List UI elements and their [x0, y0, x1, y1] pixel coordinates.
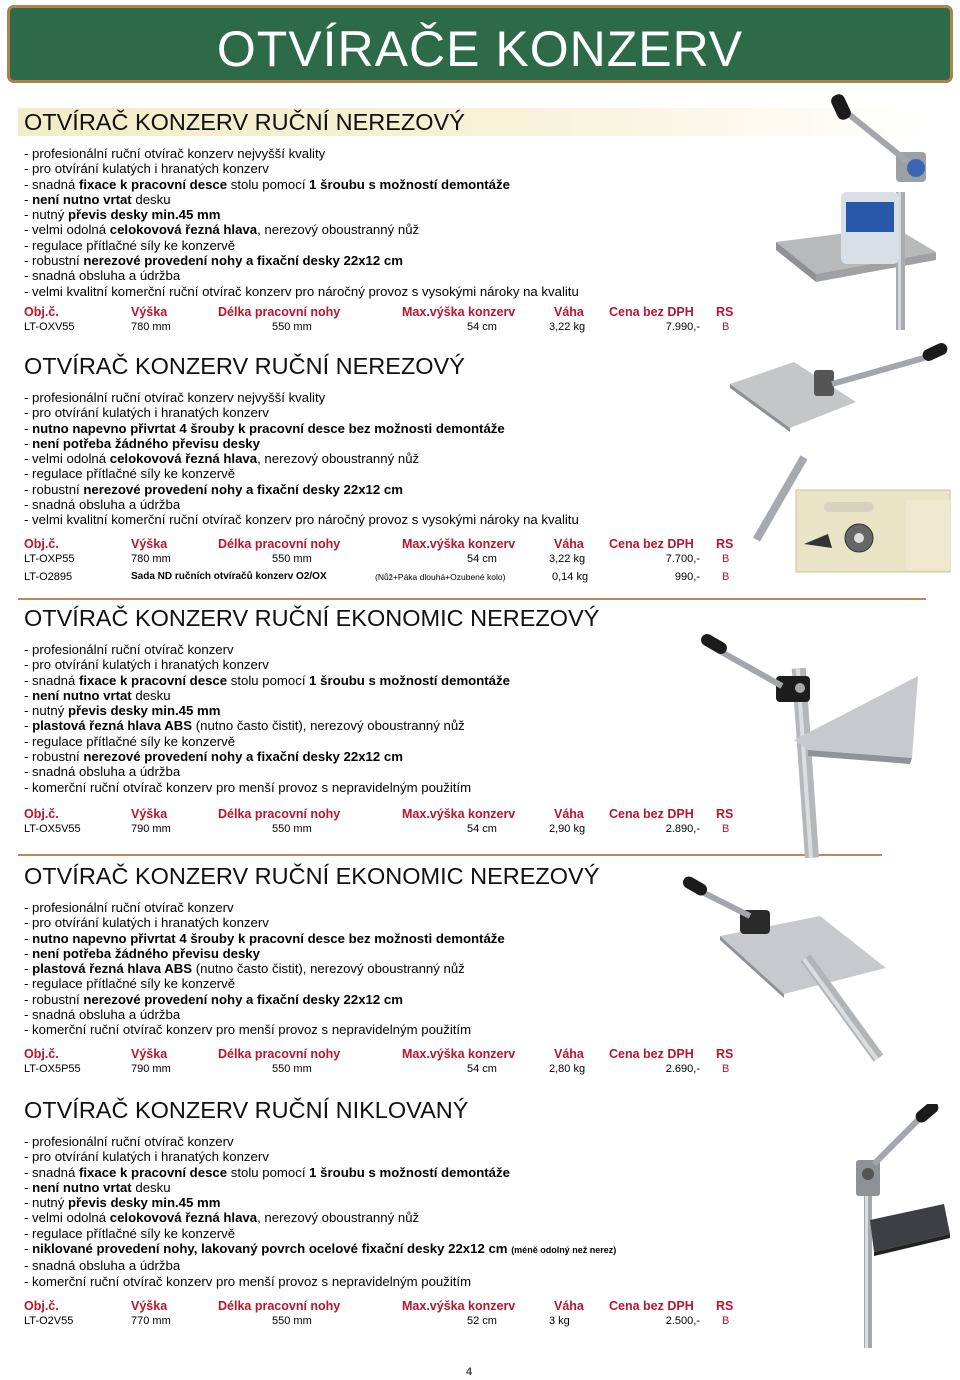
feature-text: -	[24, 945, 33, 961]
height-value: 790 mm	[131, 1063, 171, 1075]
height-value: 780 mm	[131, 553, 171, 565]
price-value: 7.700,-	[665, 553, 700, 565]
feature-text: -	[24, 435, 33, 451]
feature-item	[24, 718, 510, 733]
table-row	[24, 553, 764, 569]
table-header	[24, 1047, 764, 1063]
height-header: Výška	[131, 305, 168, 319]
feature-list	[24, 900, 505, 1038]
feature-highlight: celokovová řezná hlava	[109, 451, 258, 467]
feature-text: -	[24, 718, 33, 734]
feature-list	[24, 146, 579, 299]
rs-value: B	[722, 1063, 730, 1075]
max-can-height-value: 54 cm	[467, 553, 497, 565]
feature-text: -	[24, 420, 33, 436]
feature-highlight: převis desky min.45 mm	[67, 1195, 221, 1211]
page-number: 4	[466, 1366, 473, 1378]
product-code: LT-OXP55	[24, 553, 75, 565]
table-row	[24, 1063, 764, 1079]
rs-header: RS	[716, 1047, 734, 1061]
feature-highlight: není potřeba žádného převisu desky	[32, 945, 260, 961]
feature-item: - profesionální ruční otvírač konzerv nejvyšší kvality	[24, 390, 326, 405]
feature-highlight: 1 šroubu s možností demontáže	[309, 1164, 510, 1180]
max-can-height-header: Max.výška konzerv	[402, 807, 516, 821]
rs-header: RS	[716, 305, 734, 319]
feature-text: desku	[131, 191, 171, 207]
obj-header: Obj.č.	[24, 807, 59, 821]
feature-item	[24, 436, 579, 451]
height-header: Výška	[131, 537, 168, 551]
accessory-name: Sada ND ručních otvíračů konzerv O2/OX	[131, 571, 327, 582]
feature-text: - snadná	[24, 672, 79, 688]
feature-text: , nerezový oboustranný nůž	[257, 222, 420, 238]
accessory-price: 990,-	[674, 571, 700, 583]
max-can-height-value: 52 cm	[467, 1315, 497, 1327]
feature-highlight: niklované provedení nohy, lakovaný povrch ocelové fixační desky 22x12 cm	[32, 1241, 508, 1257]
product-code: LT-OX5P55	[24, 1063, 81, 1075]
feature-text: - robustní	[24, 253, 84, 269]
height-value: 780 mm	[131, 321, 171, 333]
height-header: Výška	[131, 1299, 168, 1313]
feature-text: - velmi odolná	[24, 1210, 110, 1226]
feature-item: - regulace přítlačné síly ke konzervě	[24, 733, 236, 749]
rs-value: B	[722, 1315, 730, 1327]
accessory-rs: B	[722, 571, 730, 583]
accessory-weight: 0,14 kg	[552, 571, 589, 583]
leg-length-value: 550 mm	[272, 321, 312, 333]
feature-text: - nutný	[24, 703, 68, 719]
max-can-height-header: Max.výška konzerv	[402, 537, 516, 551]
leg-length-header: Délka pracovní nohy	[218, 537, 341, 551]
feature-item	[24, 931, 505, 946]
price-header: Cena bez DPH	[609, 1047, 694, 1061]
product-image-5	[834, 1104, 954, 1350]
feature-item: - pro otvírání kulatých i hranatých konzerv	[24, 161, 269, 177]
obj-header: Obj.č.	[24, 1299, 59, 1313]
feature-item: - pro otvírání kulatých i hranatých konzerv	[24, 1149, 269, 1165]
price-value: 2.500,-	[665, 1315, 700, 1327]
feature-text: -	[24, 1179, 33, 1195]
leg-length-header: Délka pracovní nohy	[218, 1047, 341, 1061]
weight-value: 3,22 kg	[549, 321, 586, 333]
feature-item: - snadná obsluha a údržba	[24, 1258, 181, 1274]
table-row	[24, 321, 764, 337]
feature-item	[24, 673, 510, 688]
feature-list	[24, 390, 579, 528]
feature-text: stolu pomocí	[227, 176, 310, 192]
feature-highlight: plastová řezná hlava ABS	[32, 718, 193, 734]
feature-highlight: nutno napevno přivrtat 4 šrouby k pracovní desce bez možnosti demontáže	[32, 420, 505, 436]
feature-highlight: převis desky min.45 mm	[67, 207, 221, 223]
product-image-3	[696, 628, 926, 858]
height-header: Výška	[131, 1047, 168, 1061]
rs-value: B	[722, 553, 730, 565]
feature-item	[24, 1210, 616, 1225]
feature-text: -	[24, 191, 33, 207]
product-code: LT-OXV55	[24, 321, 75, 333]
feature-item	[24, 207, 579, 222]
feature-highlight: 1 šroubu s možností demontáže	[309, 672, 510, 688]
height-value: 770 mm	[131, 1315, 171, 1327]
feature-item	[24, 961, 505, 976]
price-header: Cena bez DPH	[609, 807, 694, 821]
rs-value: B	[722, 321, 730, 333]
leg-length-value: 550 mm	[272, 553, 312, 565]
feature-item: - komerční ruční otvírač konzerv pro menší provoz s nepravidelným použitím	[24, 779, 472, 795]
feature-highlight: převis desky min.45 mm	[67, 703, 221, 719]
feature-item: - regulace přítlačné síly ke konzervě	[24, 237, 236, 253]
feature-text: -	[24, 930, 33, 946]
product-section-5	[18, 1096, 938, 1336]
feature-item	[24, 749, 510, 764]
feature-highlight: plastová řezná hlava ABS	[32, 961, 193, 977]
price-header: Cena bez DPH	[609, 305, 694, 319]
max-can-height-header: Max.výška konzerv	[402, 1047, 516, 1061]
feature-highlight: není nutno vrtat	[32, 1179, 132, 1195]
feature-item	[24, 192, 579, 207]
feature-item: - regulace přítlačné síly ke konzervě	[24, 1225, 236, 1241]
leg-length-header: Délka pracovní nohy	[218, 305, 341, 319]
section-divider	[18, 598, 926, 600]
feature-highlight: nerezové provedení nohy a fixační desky 22x12 cm	[83, 991, 403, 1007]
obj-header: Obj.č.	[24, 1047, 59, 1061]
feature-item	[24, 1180, 616, 1195]
product-image-2	[724, 342, 954, 582]
feature-item: - velmi kvalitní komerční ruční otvírač konzerv pro náročný provoz s vysokými nároky na kvalitu	[24, 512, 579, 528]
feature-item	[24, 482, 579, 497]
product-code: LT-O2V55	[24, 1315, 74, 1327]
price-header: Cena bez DPH	[609, 537, 694, 551]
feature-text: - snadná	[24, 1164, 79, 1180]
feature-list	[24, 642, 510, 795]
max-can-height-value: 54 cm	[467, 823, 497, 835]
feature-text: , nerezový oboustranný nůž	[257, 451, 420, 467]
rs-header: RS	[716, 807, 734, 821]
table-row	[24, 823, 764, 839]
feature-text: stolu pomocí	[227, 1164, 310, 1180]
leg-length-value: 550 mm	[272, 1315, 312, 1327]
feature-item	[24, 1241, 616, 1258]
page-title: OTVÍRAČE KONZERV	[216, 21, 744, 77]
table-header	[24, 305, 764, 321]
feature-item	[24, 946, 505, 961]
max-can-height-header: Max.výška konzerv	[402, 1299, 516, 1313]
feature-item	[24, 451, 579, 466]
feature-text: , nerezový oboustranný nůž	[257, 1210, 420, 1226]
feature-text: stolu pomocí	[227, 672, 310, 688]
rs-value: B	[722, 823, 730, 835]
price-value: 2.890,-	[665, 823, 700, 835]
feature-text: desku	[131, 1179, 171, 1195]
feature-item: - snadná obsluha a údržba	[24, 497, 181, 513]
weight-value: 2,80 kg	[549, 1063, 586, 1075]
weight-value: 3,22 kg	[549, 553, 586, 565]
product-image-1	[776, 92, 954, 332]
feature-item: - pro otvírání kulatých i hranatých konzerv	[24, 405, 269, 421]
feature-item	[24, 253, 579, 268]
table-header	[24, 537, 764, 553]
weight-header: Váha	[554, 1299, 584, 1313]
feature-item: - komerční ruční otvírač konzerv pro menší provoz s nepravidelným použitím	[24, 1273, 472, 1289]
feature-highlight: nerezové provedení nohy a fixační desky 22x12 cm	[83, 481, 403, 497]
max-can-height-header: Max.výška konzerv	[402, 305, 516, 319]
rs-header: RS	[716, 1299, 734, 1313]
feature-text: - robustní	[24, 991, 84, 1007]
feature-highlight: (méně odolný než nerez)	[511, 1245, 617, 1256]
weight-header: Váha	[554, 1047, 584, 1061]
feature-item: - profesionální ruční otvírač konzerv	[24, 1134, 234, 1149]
feature-item: - snadná obsluha a údržba	[24, 764, 181, 780]
feature-text: - robustní	[24, 481, 84, 497]
feature-item: - profesionální ruční otvírač konzerv	[24, 900, 234, 915]
leg-length-value: 550 mm	[272, 823, 312, 835]
max-can-height-value: 54 cm	[467, 321, 497, 333]
feature-highlight: 1 šroubu s možností demontáže	[309, 176, 510, 192]
feature-item	[24, 421, 579, 436]
section-title: OTVÍRAČ KONZERV RUČNÍ EKONOMIC NEREZOVÝ	[24, 605, 600, 631]
feature-highlight: celokovová řezná hlava	[109, 222, 258, 238]
feature-highlight: nerezové provedení nohy a fixační desky 22x12 cm	[83, 253, 403, 269]
feature-item: - profesionální ruční otvírač konzerv nejvyšší kvality	[24, 146, 326, 161]
section-title: OTVÍRAČ KONZERV RUČNÍ NEREZOVÝ	[24, 353, 465, 379]
leg-length-header: Délka pracovní nohy	[218, 1299, 341, 1313]
feature-highlight: není nutno vrtat	[32, 687, 132, 703]
feature-item	[24, 1195, 616, 1210]
feature-highlight: fixace k pracovní desce	[79, 1164, 228, 1180]
section-title: OTVÍRAČ KONZERV RUČNÍ NEREZOVÝ	[18, 108, 934, 136]
obj-header: Obj.č.	[24, 305, 59, 319]
feature-item	[24, 688, 510, 703]
feature-text: - snadná	[24, 176, 79, 192]
feature-item: - pro otvírání kulatých i hranatých konzerv	[24, 915, 269, 931]
feature-text: - velmi odolná	[24, 222, 110, 238]
feature-text: - nutný	[24, 207, 68, 223]
max-can-height-value: 54 cm	[467, 1063, 497, 1075]
product-code: LT-OX5V55	[24, 823, 81, 835]
height-value: 790 mm	[131, 823, 171, 835]
accessory-code: LT-O2895	[24, 571, 73, 583]
price-value: 7.990,-	[665, 321, 700, 333]
weight-value: 2,90 kg	[549, 823, 586, 835]
feature-item: - profesionální ruční otvírač konzerv	[24, 642, 234, 657]
feature-item: - regulace přítlačné síly ke konzervě	[24, 466, 236, 482]
header-banner	[8, 6, 952, 82]
feature-text: - nutný	[24, 1195, 68, 1211]
feature-item: - snadná obsluha a údržba	[24, 1007, 181, 1023]
feature-text: -	[24, 1241, 33, 1257]
feature-item: - snadná obsluha a údržba	[24, 268, 181, 284]
feature-highlight: fixace k pracovní desce	[79, 176, 228, 192]
feature-item: - regulace přítlačné síly ke konzervě	[24, 976, 236, 992]
feature-text: (nutno často čistit), nerezový oboustranný nůž	[192, 718, 465, 734]
feature-item: - pro otvírání kulatých i hranatých konzerv	[24, 657, 269, 673]
feature-item	[24, 703, 510, 718]
feature-item	[24, 222, 579, 237]
weight-value: 3 kg	[549, 1315, 570, 1327]
feature-highlight: není potřeba žádného převisu desky	[32, 435, 260, 451]
weight-header: Váha	[554, 537, 584, 551]
price-header: Cena bez DPH	[609, 1299, 694, 1313]
product-image-4	[680, 876, 930, 1072]
feature-highlight: celokovová řezná hlava	[109, 1210, 258, 1226]
section-title: OTVÍRAČ KONZERV RUČNÍ EKONOMIC NEREZOVÝ	[24, 863, 600, 889]
feature-text: -	[24, 687, 33, 703]
feature-item	[24, 992, 505, 1007]
rs-header: RS	[716, 537, 734, 551]
feature-highlight: nerezové provedení nohy a fixační desky 22x12 cm	[83, 749, 403, 765]
feature-text: -	[24, 961, 33, 977]
section-title: OTVÍRAČ KONZERV RUČNÍ NIKLOVANÝ	[24, 1097, 469, 1123]
feature-highlight: není nutno vrtat	[32, 191, 132, 207]
table-header	[24, 1299, 764, 1315]
feature-item: - velmi kvalitní komerční ruční otvírač konzerv pro náročný provoz s vysokými nároky na kvalitu	[24, 283, 579, 299]
feature-text: desku	[131, 687, 171, 703]
feature-text: (nutno často čistit), nerezový oboustranný nůž	[192, 961, 465, 977]
accessory-row	[24, 571, 774, 587]
feature-highlight: nutno napevno přivrtat 4 šrouby k pracovní desce bez možnosti demontáže	[32, 930, 505, 946]
feature-item	[24, 177, 579, 192]
obj-header: Obj.č.	[24, 537, 59, 551]
feature-highlight: fixace k pracovní desce	[79, 672, 228, 688]
accessory-note: (Nůž+Páka dlouhá+Ozubené kolo)	[375, 572, 506, 582]
feature-item: - komerční ruční otvírač konzerv pro menší provoz s nepravidelným použitím	[24, 1022, 472, 1038]
weight-header: Váha	[554, 807, 584, 821]
feature-list	[24, 1134, 616, 1289]
feature-item	[24, 1165, 616, 1180]
weight-header: Váha	[554, 305, 584, 319]
price-value: 2.690,-	[665, 1063, 700, 1075]
table-row	[24, 1315, 764, 1331]
leg-length-value: 550 mm	[272, 1063, 312, 1075]
leg-length-header: Délka pracovní nohy	[218, 807, 341, 821]
height-header: Výška	[131, 807, 168, 821]
feature-text: - velmi odolná	[24, 451, 110, 467]
feature-text: - robustní	[24, 749, 84, 765]
table-header	[24, 807, 764, 823]
